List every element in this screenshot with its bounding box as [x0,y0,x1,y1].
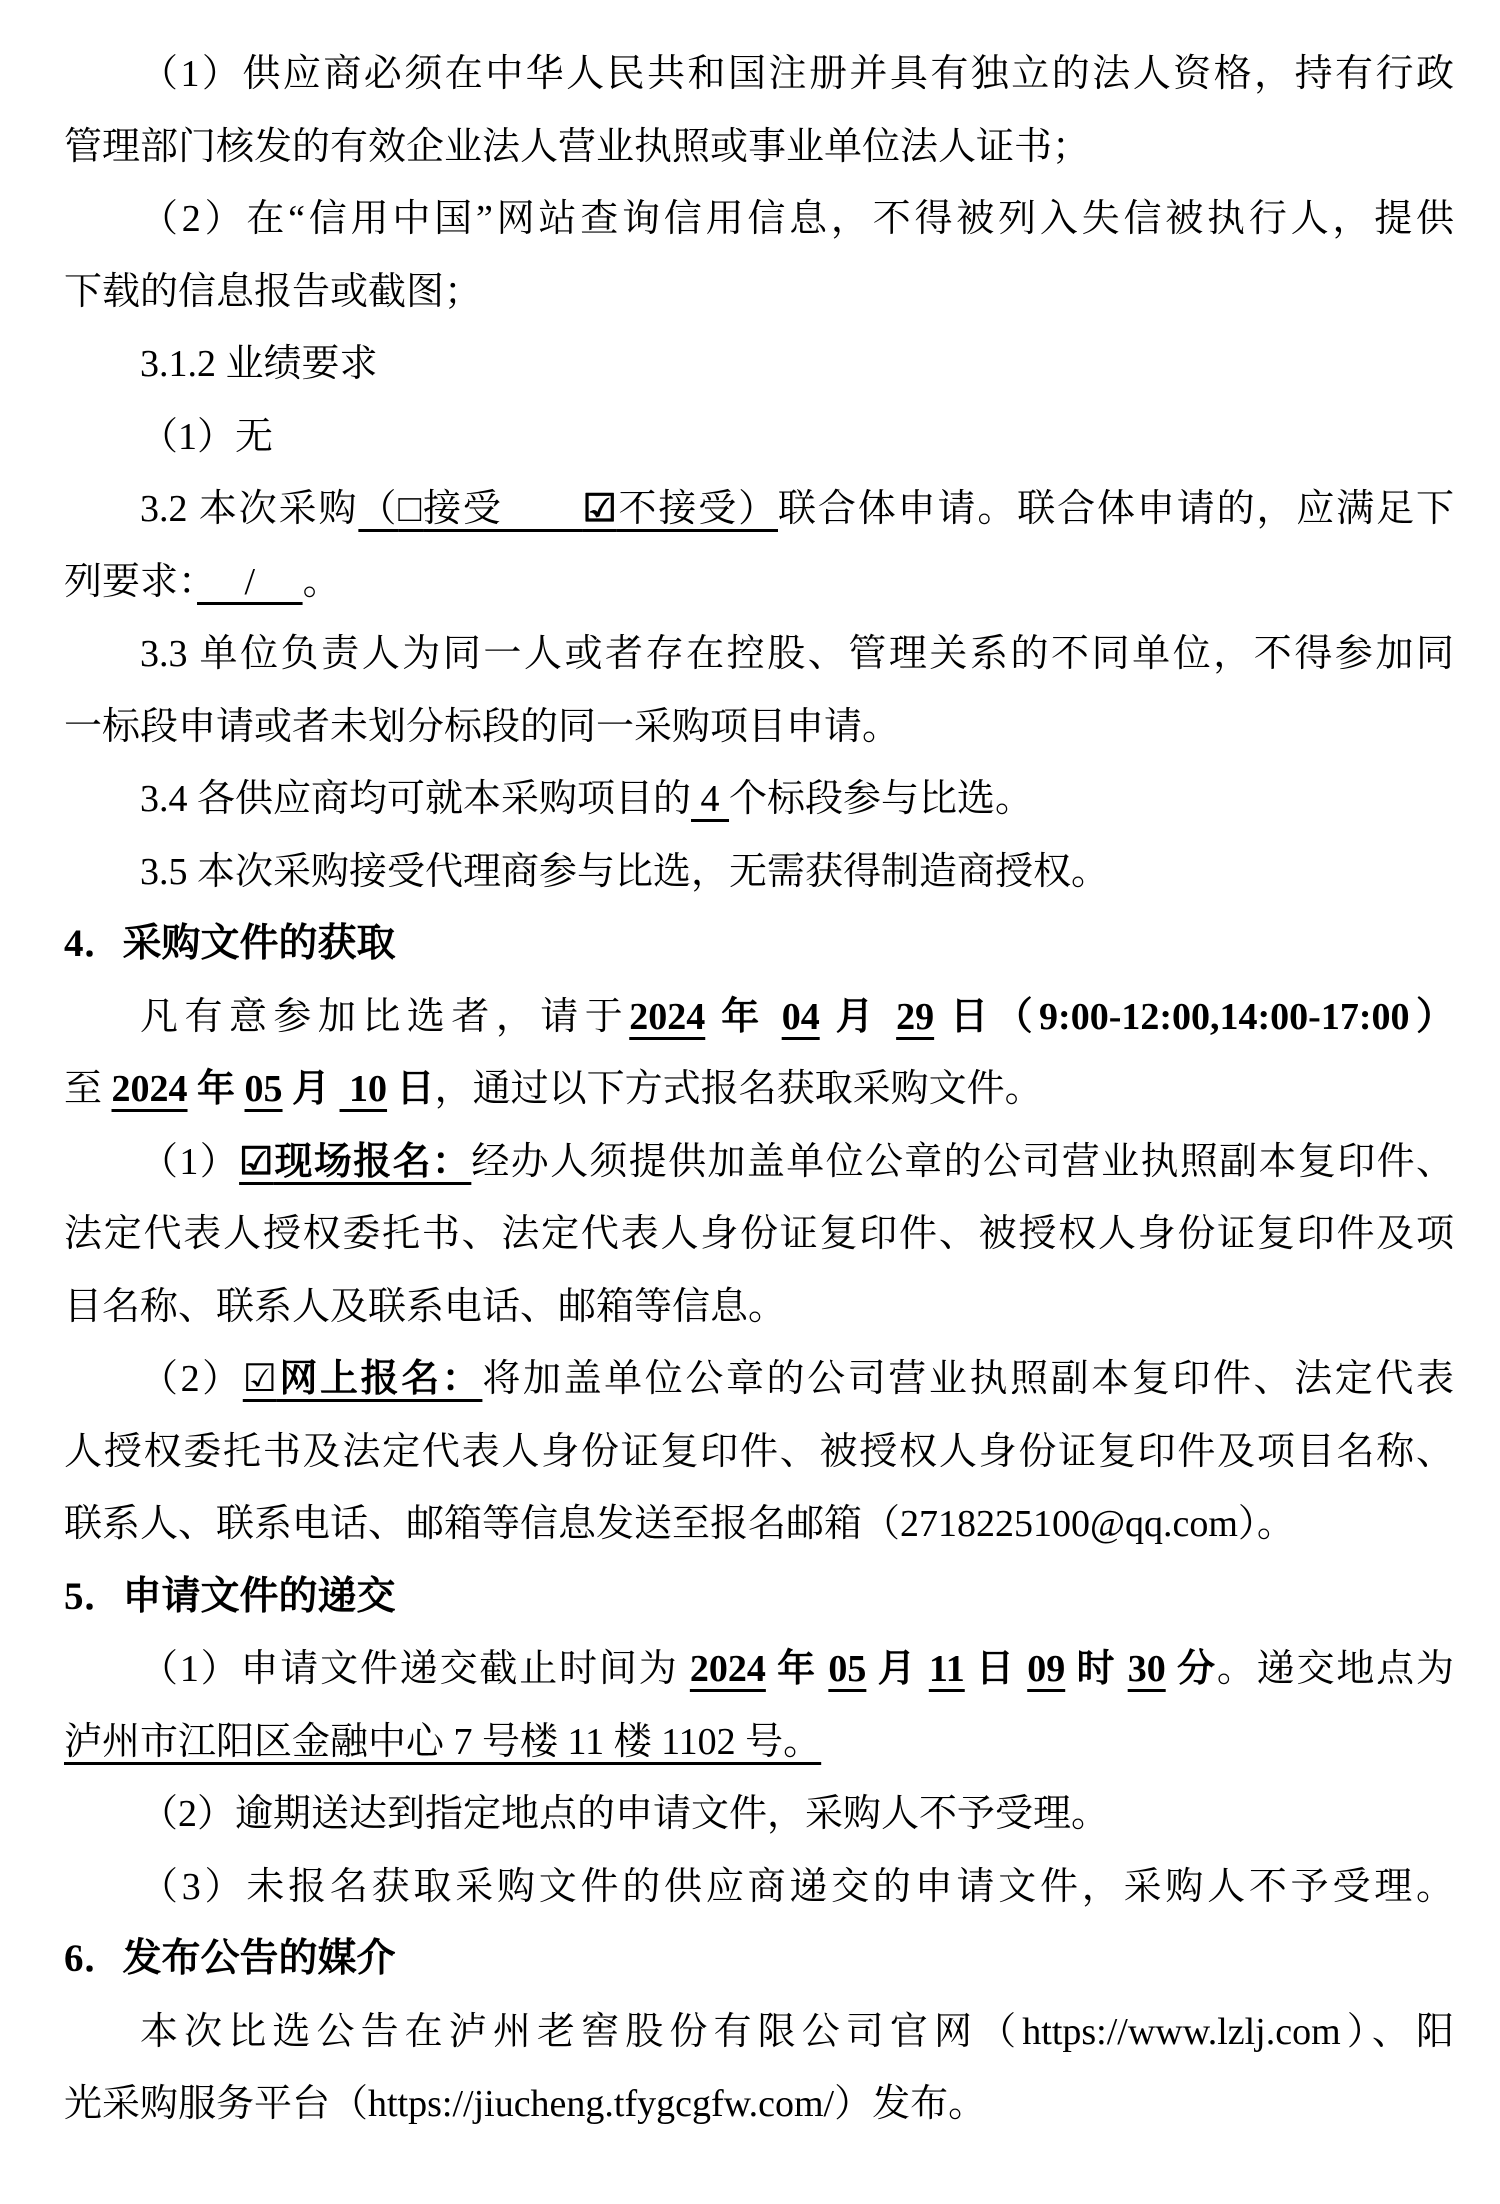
text-segment: 日 [964,1648,1028,1690]
text-segment: 联系人、联系电话、邮箱等信息发送至报名邮箱（2718225100@qq.com）。 [64,1503,1295,1545]
text-segment: （1）申请文件递交截止时间为 [140,1648,690,1690]
text-line [64,1126,1454,1199]
text-segment: 3.4 各供应商均可就本采购项目的 [140,778,692,820]
text-segment: 列要求： [64,560,198,603]
text-line [64,1633,1454,1706]
text-segment: 05 [828,1648,867,1690]
text-segment: 。 [302,560,341,603]
text-segment: 3.5 本次采购接受代理商参与比选，无需获得制造商授权。 [140,850,1110,893]
text-segment: 10 [339,1068,388,1110]
text-segment: 联合体申请。联合体申请的，应满足下 [778,488,1454,530]
submission-address: 泸州市江阳区金融中心 7 号楼 11 楼 1102 号。 [64,1720,822,1763]
text-segment: 管理部门核发的有效企业法人营业执照或事业单位法人证书； [64,125,1091,168]
text-segment: 网上报名： [276,1358,483,1400]
text-segment: 接受 [423,488,583,530]
text-segment: 日 [387,1068,435,1110]
text-line [64,2068,1454,2141]
text-segment: 年 [187,1068,245,1110]
text-segment: 2024 [629,995,706,1038]
text-segment: 29 [896,995,935,1038]
text-line [64,111,1454,184]
text-line [64,473,1454,546]
checked-checkbox-icon: ☑ [239,1140,274,1183]
text-segment: 3.1.2 业绩要求 [140,343,378,385]
text-line [64,1488,1454,1561]
text-line [64,763,1454,836]
text-segment: 。递交地点为 [1216,1648,1454,1690]
text-line [64,1416,1454,1489]
text-segment: 本次比选公告在泸州老窖股份有限公司官网（https://www.lzlj.com）、阳 [140,2010,1454,2053]
text-line [64,183,1454,256]
section-heading-6-announcement-media [64,1923,1454,1996]
text-line [64,38,1454,111]
text-segment: 凡有意参加比选者，请于 [140,995,630,1038]
text-segment: 30 [1127,1648,1166,1690]
text-segment: 年 [765,1648,829,1690]
document-body [64,38,1454,2141]
checked-checkbox-icon: ☑ [582,488,617,530]
text-line [64,328,1454,401]
text-segment: 5．申请文件的递交 [64,1574,396,1618]
text-segment: （2）在“信用中国”网站查询信用信息，不得被列入失信被执行人，提供 [140,198,1454,240]
text-line [64,546,1454,619]
text-line [64,1706,1454,1779]
text-segment: 分 [1165,1648,1217,1690]
text-line [64,1778,1454,1851]
text-segment: （2） [140,1358,243,1400]
text-segment: 09 [1027,1648,1066,1690]
text-line [64,981,1454,1054]
text-line [64,1053,1454,1126]
text-segment: （3）未报名获取采购文件的供应商递交的申请文件，采购人不予受理。 [140,1865,1454,1908]
text-line [64,836,1454,909]
text-line [64,1851,1454,1924]
text-segment: 一标段申请或者未划分标段的同一采购项目申请。 [64,705,901,748]
blank-underline: / [197,560,303,603]
text-segment: 现场报名： [273,1140,472,1183]
text-segment: 4．采购文件的获取 [64,922,396,965]
text-segment: （2）逾期送达到指定地点的申请文件，采购人不予受理。 [140,1793,1110,1835]
text-segment: ，通过以下方式报名获取采购文件。 [434,1068,1043,1110]
text-segment: 不接受） [616,488,778,530]
text-segment: 个标段参与比选。 [729,778,1034,820]
text-segment: 日（9:00-12:00,14:00-17:00） [934,995,1454,1038]
text-segment: 04 [781,995,820,1038]
text-segment: 时 [1065,1648,1128,1690]
text-segment: 年 [705,995,782,1038]
text-segment: 目名称、联系人及联系电话、邮箱等信息。 [64,1285,787,1328]
text-segment: 光采购服务平台（https://jiucheng.tfygcgfw.com/）发布。 [64,2083,987,2125]
unchecked-checkbox-icon: □ [398,488,424,530]
text-segment: 2024 [689,1648,766,1690]
text-segment: 法定代表人授权委托书、法定代表人身份证复印件、被授权人身份证复印件及项 [64,1213,1454,1255]
text-segment: 11 [928,1648,965,1690]
text-segment: 月 [282,1068,340,1110]
section-heading-4-document-acquisition [64,908,1454,981]
text-segment: 月 [819,995,897,1038]
text-segment: 2024 [111,1068,188,1110]
text-segment: 3.2 本次采购 [140,488,359,530]
section-heading-5-application-submission [64,1561,1454,1634]
text-segment: 3.3 单位负责人为同一人或者存在控股、管理关系的不同单位，不得参加同 [140,633,1454,675]
text-segment: 月 [866,1648,929,1690]
text-line [64,1198,1454,1271]
text-line [64,1343,1454,1416]
text-segment: 下载的信息报告或截图； [64,270,483,313]
text-line [64,256,1454,329]
text-segment: 6．发布公告的媒介 [64,1937,396,1980]
text-line [64,618,1454,691]
text-segment: （ [358,488,399,530]
text-line [64,401,1454,474]
text-line [64,1271,1454,1344]
text-segment: （1）供应商必须在中华人民共和国注册并具有独立的法人资格，持有行政 [140,53,1454,95]
text-segment: 05 [244,1068,283,1110]
text-line [64,1996,1454,2069]
text-segment: 至 [64,1068,112,1110]
text-segment: 人授权委托书及法定代表人身份证复印件、被授权人身份证复印件及项目名称、 [64,1430,1454,1473]
text-segment: （1） [140,1140,240,1183]
text-line [64,691,1454,764]
text-segment: 经办人须提供加盖单位公章的公司营业执照副本复印件、 [471,1140,1454,1183]
text-segment: （1）无 [140,415,274,458]
text-segment: 将加盖单位公章的公司营业执照副本复印件、法定代表 [482,1358,1454,1400]
lot-count-underline: 4 [691,778,730,820]
checked-checkbox-icon: ☑ [242,1358,277,1400]
